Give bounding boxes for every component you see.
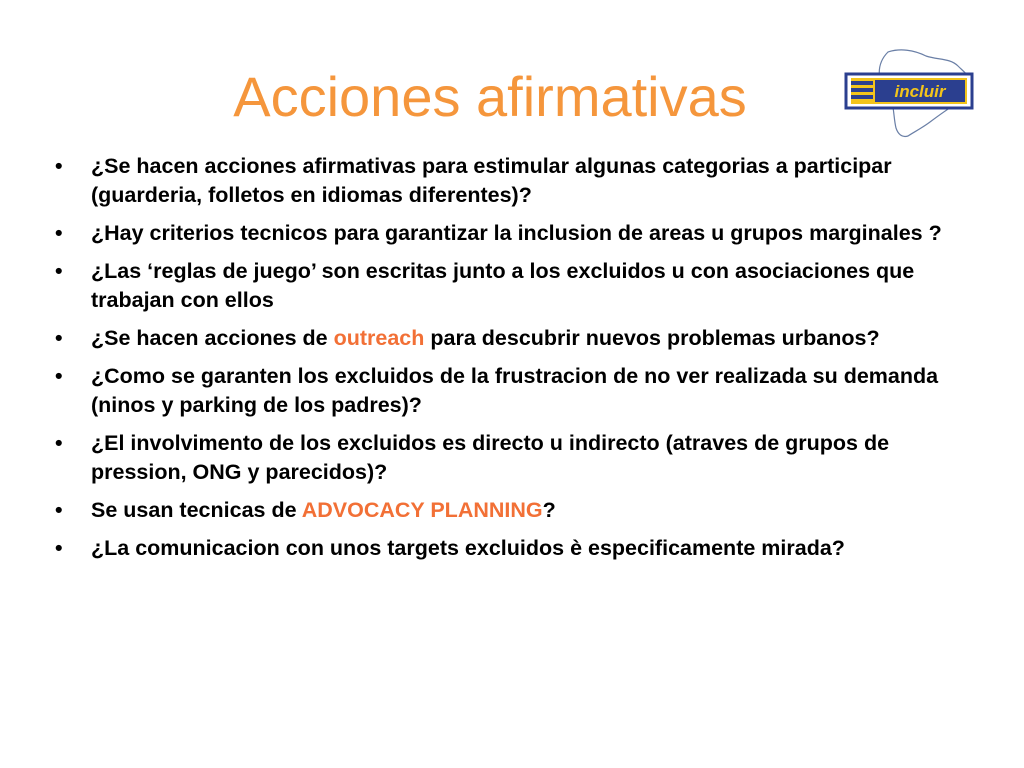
bullet-dot: • (55, 259, 63, 283)
bullet-text: ¿Como se garanten los excluidos de la frustracion de no ver realizada su demanda (ninos y parking de los padres)? (91, 364, 939, 417)
highlight-advocacy-planning: ADVOCACY PLANNING (301, 498, 543, 522)
bullet-dot: • (55, 364, 63, 388)
bullet-dot: • (55, 498, 63, 522)
bullet-text: ¿Se hacen acciones afirmativas para estimular algunas categorias a participar (guarderia, folletos en idiomas diferentes)? (91, 154, 892, 207)
logo-text: incluir (894, 82, 946, 101)
bullet-item (55, 534, 955, 563)
bullet-item (55, 429, 955, 487)
bullet-item (55, 257, 955, 315)
bullet-item (55, 219, 955, 248)
bullet-dot: • (55, 154, 63, 178)
bullet-text-pre: Se usan tecnicas de (91, 498, 302, 522)
incluir-logo (842, 46, 992, 140)
slide-title: Acciones afirmativas (233, 65, 747, 128)
bullet-item (55, 152, 955, 210)
bullet-text: ¿Hay criterios tecnicos para garantizar la inclusion de areas u grupos marginales ? (91, 221, 942, 245)
highlight-outreach: outreach (333, 326, 425, 350)
bullet-text: ¿La comunicacion con unos targets excluidos è especificamente mirada? (91, 536, 845, 560)
bullet-dot: • (55, 431, 63, 455)
bullet-dot: • (55, 221, 63, 245)
bullet-text: ¿El involvimento de los excluidos es directo u indirecto (atraves de grupos de pression, ONG y parecidos)? (91, 431, 890, 484)
bullet-text: ¿Las ‘reglas de juego’ son escritas junto a los excluidos u con asociaciones que trabajan con ellos (91, 259, 915, 312)
bullet-text-post: ? (542, 498, 556, 522)
bullet-dot: • (55, 536, 63, 560)
bullet-item (55, 324, 955, 353)
bullet-item (55, 362, 955, 420)
bullet-item (55, 496, 955, 525)
bullet-list (55, 152, 955, 572)
bullet-text-post: para descubrir nuevos problemas urbanos? (424, 326, 880, 350)
bullet-dot: • (55, 326, 63, 350)
bullet-text-pre: ¿Se hacen acciones de (91, 326, 334, 350)
